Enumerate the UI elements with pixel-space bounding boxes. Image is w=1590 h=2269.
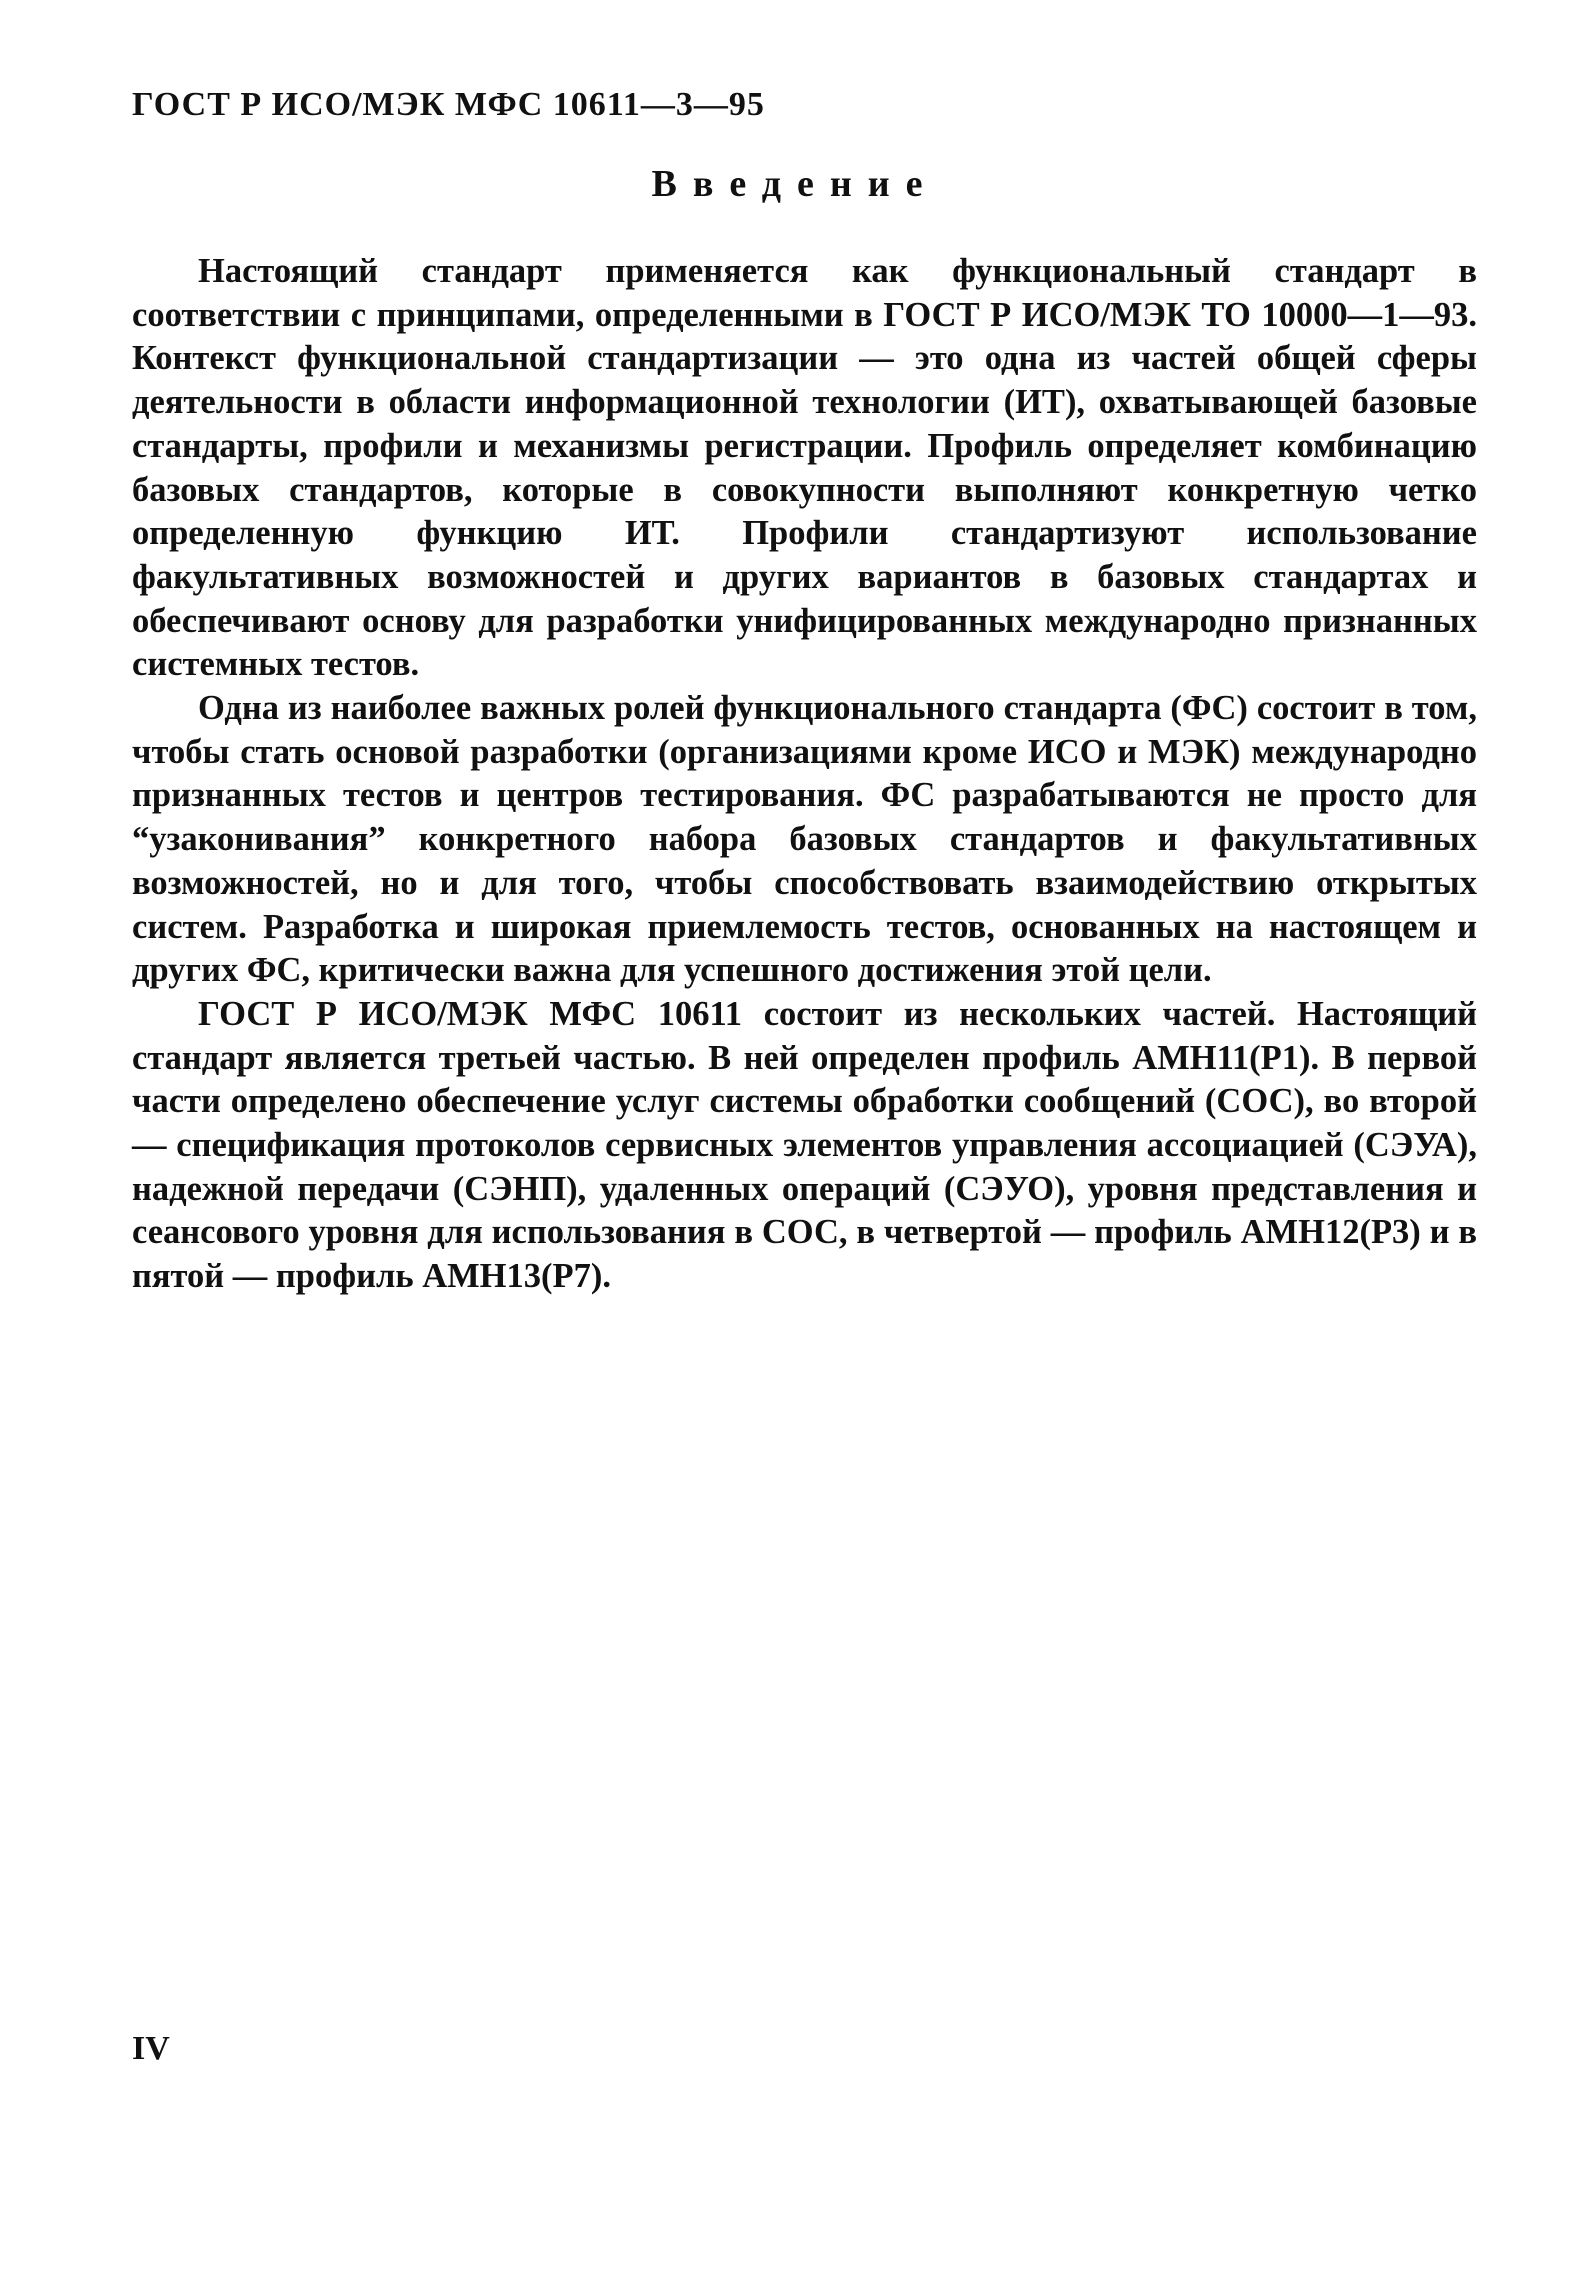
paragraph-3: ГОСТ Р ИСО/МЭК МФС 10611 состоит из нескольких частей. Настоящий стандарт является третьей частью. В ней определен профиль АМН11(Р1). В первой части определено обеспечение услуг системы обработки сообщений (СОС), во второй — спецификация протоколов сервисных элементов управления ассоциацией (СЭУА), надежной передачи (СЭНП), удаленных операций (СЭУО), уровня представления и сеансового уровня для использования в СОС, в четвертой — профиль АМН12(Р3) и в пятой — профиль АМН13(Р7). [132,994,1477,1296]
body-text [132,250,1477,1299]
running-header: ГОСТ Р ИСО/МЭК МФС 10611—3—95 [132,86,765,123]
paragraph-1: Настоящий стандарт применяется как функциональный стандарт в соответствии с принципами, определенными в ГОСТ Р ИСО/МЭК ТО 10000—1—93. Контекст функциональной стандартизации — это одна из частей общей сферы деятельности в области информационной технологии (ИТ), охватывающей базовые стандарты, профили и механизмы регистрации. Профиль определяет комбинацию базовых стандартов, которые в совокупности выполняют конкретную четко определенную функцию ИТ. Профили стандартизуют использование факультативных возможностей и других вариантов в базовых стандартах и обеспечивают основу для разработки унифицированных международно признанных системных тестов. [132,252,1477,684]
page-number: IV [132,2030,170,2067]
section-title: Введение [651,163,939,205]
paragraph-2: Одна из наиболее важных ролей функционального стандарта (ФС) состоит в том, чтобы стать основой разработки (организациями кроме ИСО и МЭК) международно признанных тестов и центров тестирования. ФС разрабатываются не просто для “узаконивания” конкретного набора базовых стандартов и факультативных возможностей, но и для того, чтобы способствовать взаимодействию открытых систем. Разработка и широкая приемлемость тестов, основанных на настоящем и других ФС, критически важна для успешного достижения этой цели. [132,689,1477,990]
